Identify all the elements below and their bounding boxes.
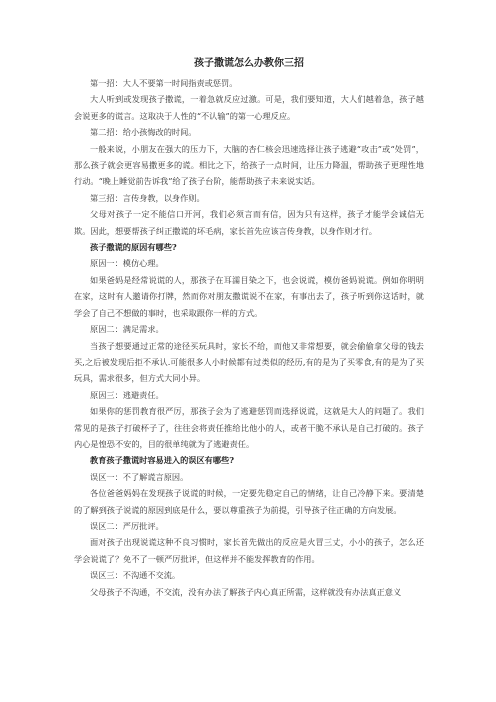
paragraph: 误区三：不沟通不交流。 bbox=[90, 570, 181, 581]
paragraph: 当孩子想要通过正常的途径买玩具时，家长不给，而他又非常想要，就会偷偷拿父母的钱去买,之后被发现后拒不承认.可能很多人小时候都有过类似的经历,有的是为了买零食,有的是为了买玩具，需求很多，但方式大同小异。 bbox=[74, 340, 424, 384]
paragraph: 原因一：模仿心理。 bbox=[90, 258, 164, 269]
paragraph: 如果你的惩罚教育很严厉，那孩子会为了逃避惩罚而选择说谎，这就是大人的问题了。我们常见的是孩子打破杯子了，往往会将责任推给比他小的人，或者干脆不承认是自己打破的。孩子内心是惶恐不安的，目的很单纯就为了逃避责任。 bbox=[74, 406, 424, 449]
paragraph: 第二招：给小孩悔改的时间。 bbox=[90, 127, 197, 138]
paragraph: 父母对孩子一定不能信口开河，我们必须言而有信，因为只有这样，孩子才能学会诚信无欺。因此，想要帮孩子纠正撒谎的坏毛病，家长首先应该言传身教，以身作则才行。 bbox=[74, 209, 424, 236]
paragraph: 第一招：大人不要第一时间指责或惩罚。 bbox=[90, 78, 238, 88]
paragraph: 父母孩子不沟通，不交流，没有办法了解孩子内心真正所需，这样就没有办法真正意义 bbox=[90, 586, 402, 597]
paragraph: 原因三：逃避责任。 bbox=[90, 389, 164, 400]
paragraph: 面对孩子出现说谎这种不良习惯时，家长首先做出的反应是火冒三丈，小小的孩子，怎么还学会说谎了？免不了一顿严厉批评，但这样并不能发挥教育的作用。 bbox=[74, 537, 424, 564]
paragraph: 如果爸妈是经常说谎的人，那孩子在耳濡目染之下，也会说谎，模仿爸妈说谎。例如你明明在家，这时有人邀请你打牌，然而你对朋友撒谎说不在家，有事出去了，孩子听到你这话时，就学会了自己不想做的事时，也采取跟你一样的方式。 bbox=[74, 274, 424, 318]
paragraph: 各位爸爸妈妈在发现孩子说谎的时候，一定要先稳定自己的情绪，让自己冷静下来。要清楚的了解到孩子说谎的原因到底是什么，要以尊重孩子为前提，引导孩子往正确的方向发展。 bbox=[74, 488, 424, 515]
paragraph: 误区二：严厉批评。 bbox=[90, 520, 164, 531]
document-paragraphs bbox=[74, 75, 424, 600]
section-heading: 孩子撒谎的原因有哪些? bbox=[90, 242, 177, 253]
paragraph: 第三招：言传身教，以身作则。 bbox=[90, 192, 205, 203]
section-heading: 教育孩子撒谎时容易进入的误区有哪些? bbox=[90, 455, 234, 466]
document-body bbox=[74, 57, 424, 600]
paragraph: 误区一：不了解谎言原因。 bbox=[90, 471, 189, 482]
document-title: 孩子撒谎怎么办教你三招 bbox=[194, 58, 304, 69]
paragraph: 原因二：满足需求。 bbox=[90, 324, 164, 335]
paragraph: 大人听到或发现孩子撒谎，一着急就反应过激。可是，我们要知道，大人们越着急，孩子越会说更多的谎言。这取决于人性的“不认输”的第一心理反应。 bbox=[74, 94, 424, 121]
paragraph: 一般来说，小朋友在强大的压力下，大脑的杏仁核会迅速选择让孩子逃避“攻击”或“处罚”，那么孩子就会更容易撒更多的谎。相比之下，给孩子一点时间，让压力降温，帮助孩子更理性地行动。“晚上睡觉前告诉我”给了孩子台阶，能帮助孩子未来说实话。 bbox=[74, 143, 424, 187]
